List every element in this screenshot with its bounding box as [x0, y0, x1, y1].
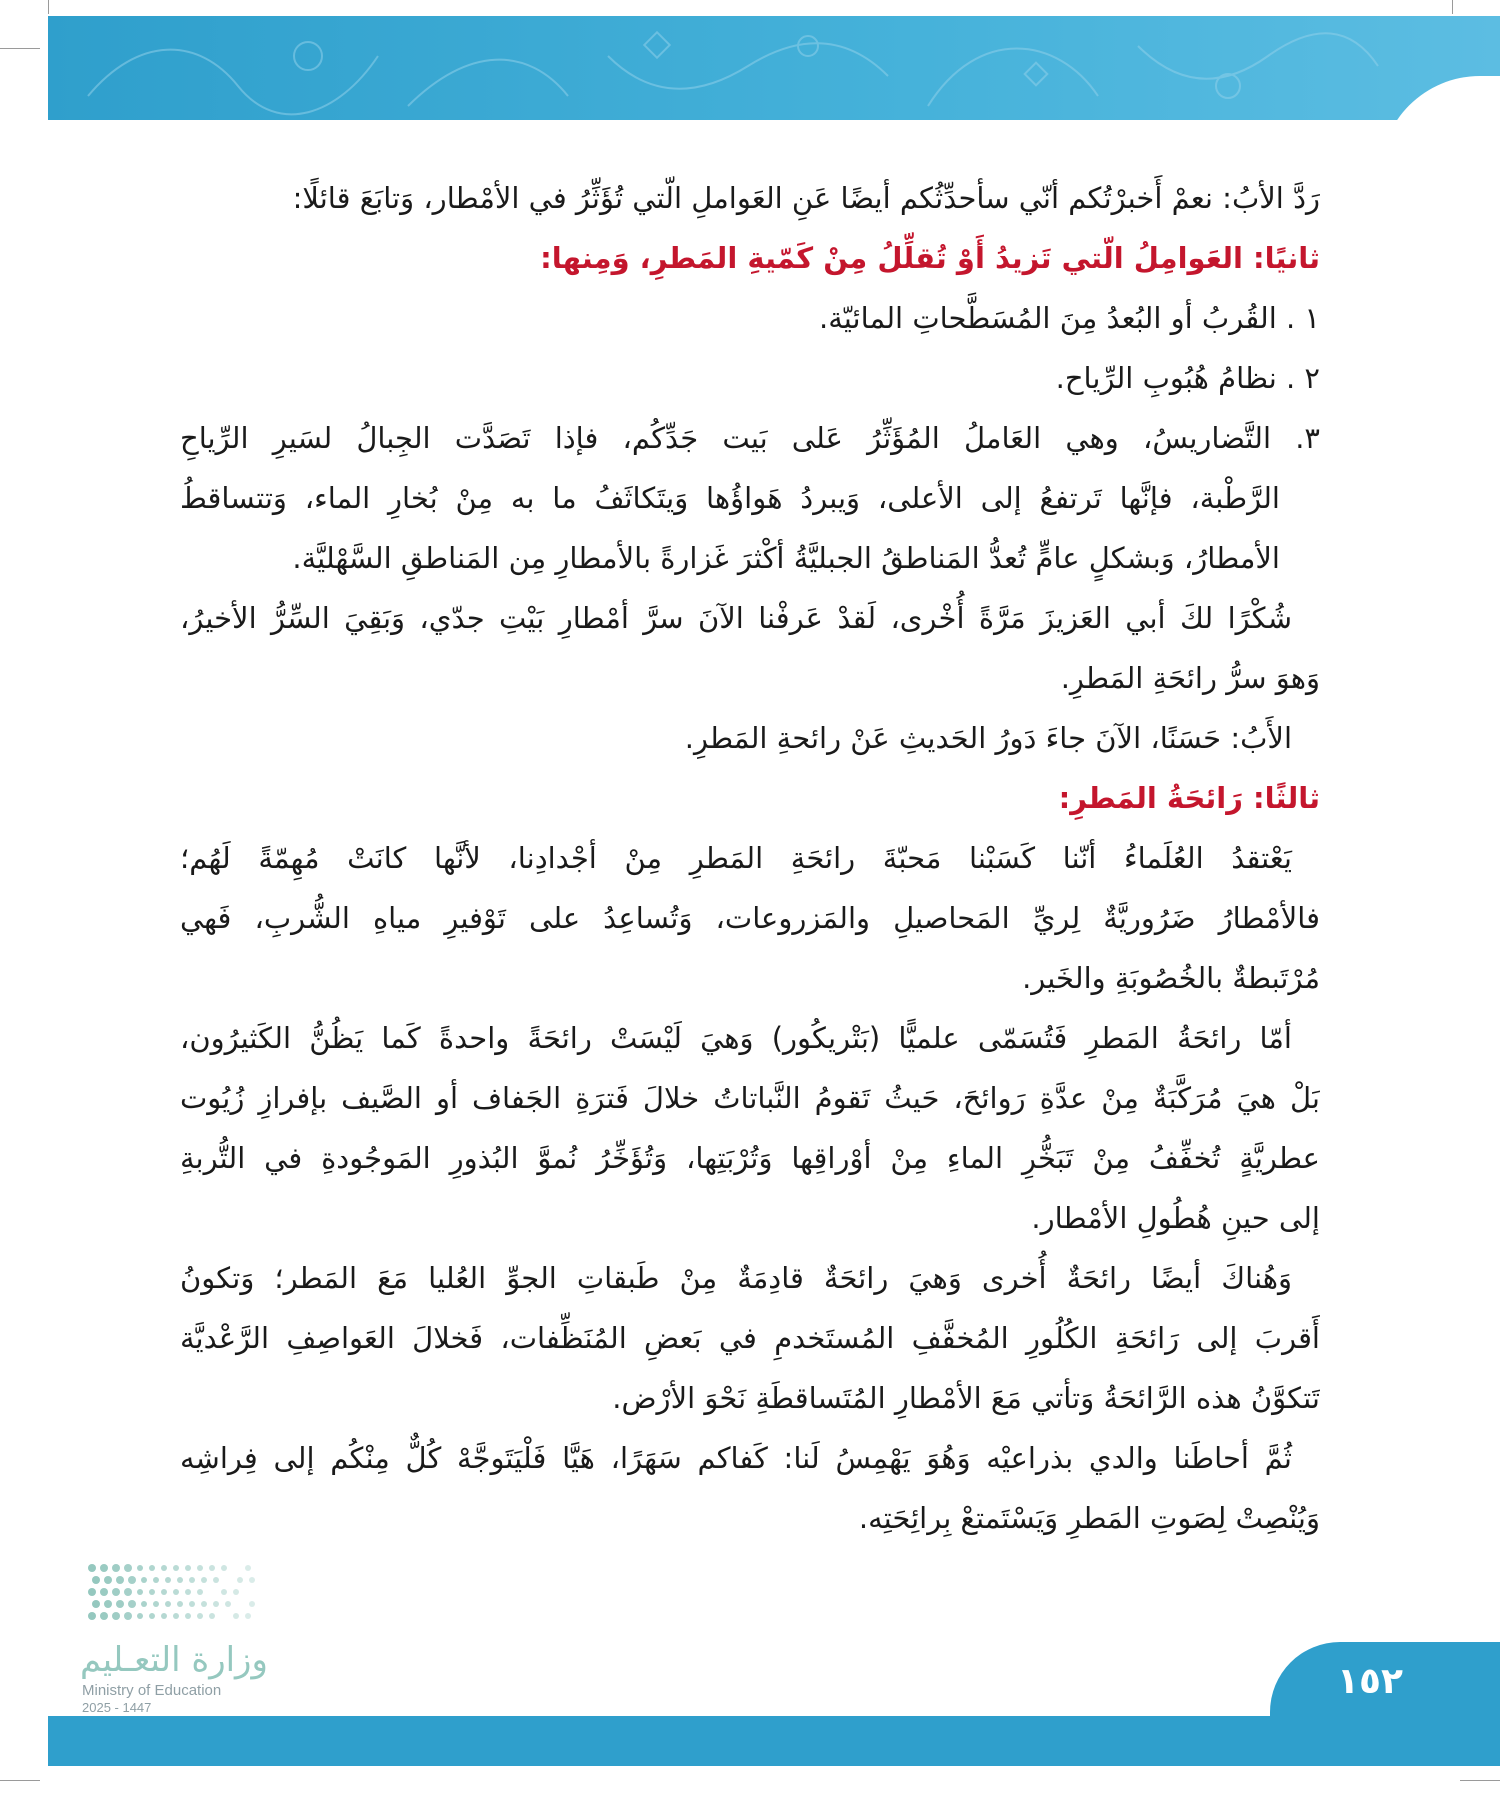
logo-dot: [185, 1613, 191, 1619]
logo-dot: [245, 1613, 251, 1619]
logo-dot: [141, 1601, 147, 1607]
paragraph-line: شُكْرًا لكَ أبي العَزيزَ مَرَّةً أُخْرى، لَقدْ عَرفْنا الآنَ سرَّ أمْطارِ بَيْتِ جدّي، وَبَقِيَ السِّرُّ الأخيرُ،: [180, 601, 1292, 635]
logo-dot: [92, 1576, 100, 1584]
logo-dot: [189, 1601, 195, 1607]
logo-dot: [185, 1589, 191, 1595]
paragraph-line: ثُمَّ أحاطَنا والدي بذراعيْه وَهُوَ يَهْمِسُ لَنا: كَفاكم سَهَرًا، هَيَّا فَلْيَتَوجَّهْ كُلٌّ مِنْكُم إلى فِراشِه: [180, 1441, 1292, 1475]
logo-dot: [213, 1601, 219, 1607]
list-item: ١ . القُربُ أو البُعدُ مِنَ المُسَطَّحاتِ المائيّة.: [819, 301, 1320, 335]
logo-dot: [100, 1564, 108, 1572]
logo-dot: [124, 1564, 132, 1572]
section-heading: ثالثًا: رَائحَةُ المَطرِ:: [1058, 781, 1320, 815]
logo-english-text: Ministry of Education: [82, 1682, 222, 1699]
logo-dot: [149, 1565, 155, 1571]
logo-dot: [197, 1565, 203, 1571]
crop-mark: [0, 48, 40, 49]
logo-dot: [173, 1613, 179, 1619]
logo-dot: [92, 1600, 100, 1608]
crop-mark: [1460, 1780, 1500, 1781]
logo-dot: [245, 1565, 251, 1571]
logo-dot: [104, 1600, 112, 1608]
paragraph-line: عطريَّةٍ تُخفِّفُ مِنْ تَبَخُّرِ الماءِ مِنْ أوْراقِها وَتُرْبَتِها، وَتُؤَخِّرُ نُموَّ البُذورِ المَوجُودةِ في التُّربةِ: [180, 1141, 1320, 1175]
logo-dot: [153, 1577, 159, 1583]
logo-dot: [141, 1577, 147, 1583]
logo-dot: [100, 1612, 108, 1620]
logo-dot: [149, 1589, 155, 1595]
top-banner: [48, 16, 1500, 120]
logo-dot: [128, 1576, 136, 1584]
logo-dot: [233, 1589, 239, 1595]
logo-dot: [177, 1601, 183, 1607]
page-body: [180, 168, 1320, 1548]
calligraphy-pattern: [48, 16, 1500, 120]
page-number: ١٥٢: [1337, 1661, 1403, 1702]
paragraph-line: وَهُناكَ أيضًا رائحَةٌ أُخرى وَهيَ رائحَةٌ قادِمَةٌ مِنْ طَبقاتِ الجوِّ العُليا مَعَ المَطر؛ وَتكونُ: [180, 1261, 1292, 1295]
list-item: ٣. التَّضاريسُ، وهي العَاملُ المُؤَثِّرُ عَلى بَيت جَدِّكُم، فإذا تَصَدَّت الجِبالُ لسَيرِ الرِّياحِ: [180, 421, 1320, 455]
paragraph-line: بَلْ هيَ مُرَكَّبَةٌ مِنْ عدَّةِ رَوائحَ، حَيثُ تَقومُ النَّباتاتُ خلالَ فَترَةِ الجَفاف أو الصَّيف بإفرازِ زُيُوت: [180, 1081, 1320, 1115]
logo-dot: [161, 1613, 167, 1619]
section-heading: ثانيًا: العَوامِلُ الّتي تَزيدُ أَوْ تُقلِّلُ مِنْ كَمّيةِ المَطرِ، وَمِنها:: [540, 241, 1320, 275]
logo-dot: [128, 1600, 136, 1608]
logo-dot: [201, 1601, 207, 1607]
logo-dot: [173, 1565, 179, 1571]
bottom-bar: [48, 1716, 1500, 1766]
logo-dot: [124, 1612, 132, 1620]
logo-dot: [189, 1577, 195, 1583]
logo-dot: [88, 1564, 96, 1572]
logo-dots-icon: [84, 1560, 274, 1630]
logo-dot: [116, 1576, 124, 1584]
logo-dot: [197, 1589, 203, 1595]
logo-dot: [213, 1577, 219, 1583]
paragraph-line: رَدَّ الأبُ: نعمْ أَخبرْتُكم أنّي سأحدِّثُكم أيضًا عَنِ العَواملِ الّتي تُؤَثِّرُ في الأمْطار، وَتابَعَ قائلًا:: [292, 181, 1320, 215]
logo-dot: [201, 1577, 207, 1583]
logo-dot: [209, 1613, 215, 1619]
logo-dot: [237, 1577, 243, 1583]
logo-dot: [161, 1565, 167, 1571]
paragraph-line: مُرْتَبطةٌ بالخُصُوبَةِ والخَير.: [1022, 961, 1320, 995]
paragraph-line: الأَبُ: حَسَنًا، الآنَ جاءَ دَورُ الحَديثِ عَنْ رائحةِ المَطرِ.: [684, 721, 1292, 755]
logo-dot: [124, 1588, 132, 1596]
logo-dot: [173, 1589, 179, 1595]
logo-dot: [221, 1589, 227, 1595]
logo-dot: [165, 1601, 171, 1607]
logo-dot: [88, 1612, 96, 1620]
logo-dot: [249, 1601, 255, 1607]
logo-dot: [225, 1601, 231, 1607]
paragraph-line: وَهوَ سرُّ رائحَةِ المَطرِ.: [1060, 661, 1320, 695]
logo-dot: [112, 1564, 120, 1572]
logo-dot: [249, 1577, 255, 1583]
logo-dot: [209, 1565, 215, 1571]
logo-dot: [165, 1577, 171, 1583]
logo-dot: [104, 1576, 112, 1584]
logo-dot: [149, 1613, 155, 1619]
paragraph-line: وَيُنْصِتْ لِصَوتِ المَطرِ وَيَسْتَمتعْ بِرائِحَتِه.: [858, 1501, 1320, 1535]
paragraph-line: أمّا رائحَةُ المَطرِ فَتُسَمّى علميًّا (بَتْريكُور) وَهيَ لَيْسَتْ رائحَةً واحدةً كَما يَظُنُّ الكَثيرُون،: [180, 1021, 1292, 1055]
paragraph-line: أَقربَ إلى رَائحَةِ الكُلُورِ المُخفَّفِ المُستَخدمِ في بَعضِ المُنَظِّفات، فَخلالَ العَواصِفِ الرَّعْديَّة: [180, 1321, 1320, 1355]
logo-dot: [221, 1565, 227, 1571]
paragraph-line: تَتكوَّنُ هذه الرَّائحَةُ وَتأتي مَعَ الأمْطارِ المُتَساقطَةِ نَحْوَ الأرْض.: [612, 1381, 1320, 1415]
logo-dot: [88, 1588, 96, 1596]
logo-dot: [137, 1565, 143, 1571]
logo-dot: [100, 1588, 108, 1596]
logo-dot: [112, 1612, 120, 1620]
logo-dot: [116, 1600, 124, 1608]
logo-arabic-text: وزارة التعـليم: [80, 1640, 268, 1680]
logo-dot: [137, 1613, 143, 1619]
crop-mark: [48, 0, 49, 14]
logo-dot: [185, 1565, 191, 1571]
list-item-continuation: الأمطارُ، وَبشكلٍ عامٍّ تُعدُّ المَناطقُ الجبليَّةُ أكْثرَ غَزارةً بالأمطارِ مِن المَناطقِ السَّهْليَّة.: [292, 541, 1280, 575]
ministry-logo: [80, 1560, 280, 1720]
logo-year-text: 2025 - 1447: [82, 1700, 152, 1715]
paragraph-line: يَعْتقدُ العُلَماءُ أنّنا كَسَبْنا مَحبّةَ رائحَةِ المَطرِ مِنْ أجْدادِنا، لأنَّها كانَتْ مُهِمّةً لَهُم؛: [180, 841, 1292, 875]
logo-dot: [137, 1589, 143, 1595]
logo-dot: [112, 1588, 120, 1596]
logo-dot: [197, 1613, 203, 1619]
list-item-continuation: الرَّطْبة، فإنَّها تَرتفعُ إلى الأعلى، وَيبردُ هَواؤُها وَيتَكاثَفُ ما به مِنْ بُخارِ الماء، وَتتساقطُ: [180, 481, 1280, 515]
paragraph-line: إلى حينِ هُطُولِ الأمْطار.: [1031, 1201, 1320, 1235]
paragraph-line: فالأمْطارُ ضَرُوريَّةٌ لِريِّ المَحاصيلِ والمَزروعات، وَتُساعِدُ على تَوْفيرِ مياهِ الشُّربِ، فَهي: [180, 901, 1320, 935]
list-item: ٢ . نظامُ هُبُوبِ الرِّياح.: [1055, 361, 1320, 395]
logo-dot: [233, 1613, 239, 1619]
crop-mark: [1452, 0, 1453, 14]
logo-dot: [161, 1589, 167, 1595]
logo-dot: [153, 1601, 159, 1607]
logo-dot: [177, 1577, 183, 1583]
crop-mark: [0, 1780, 40, 1781]
